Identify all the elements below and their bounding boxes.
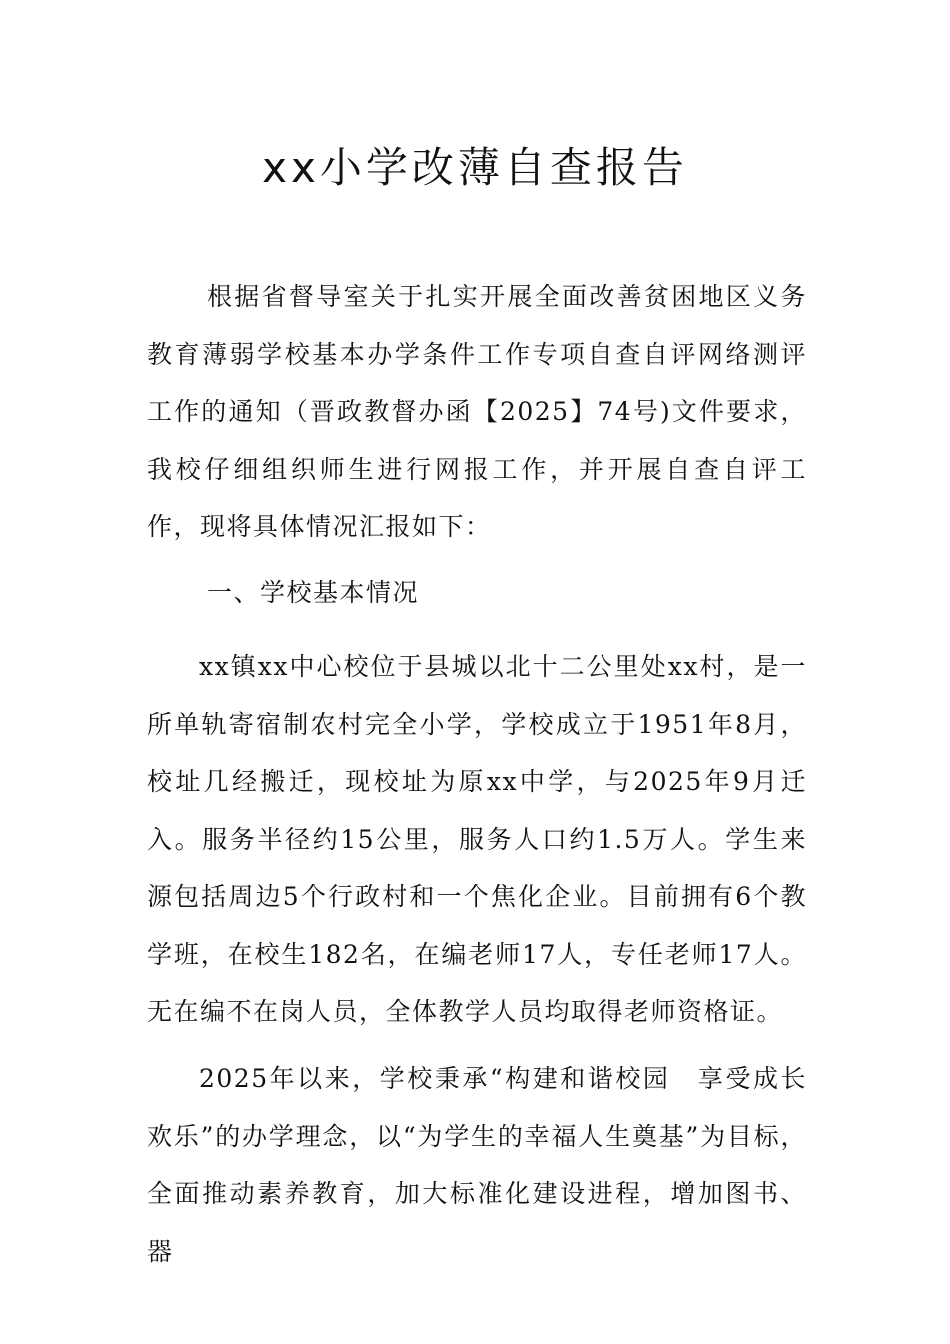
intro-paragraph: 根据省督导室关于扎实开展全面改善贫困地区义务教育薄弱学校基本办学条件工作专项自查自评网络测评工作的通知（晋政教督办函【2025】74号)文件要求，我校仔细组织师生进行网报工作，并开展自查自评工作，现将具体情况汇报如下：: [147, 282, 807, 541]
basic-info-paragraph: xx镇xx中心校位于县城以北十二公里处xx村，是一所单轨寄宿制农村完全小学，学校成立于1951年8月，校址几经搬迁，现校址为原xx中学，与2025年9月迁入。服务半径约15公里，服务人口约1.5万人。学生来源包括周边5个行政村和一个焦化企业。目前拥有6个教学班，在校生182名，在编老师17人，专任老师17人。无在编不在岗人员，全体教学人员均取得老师资格证。: [147, 652, 807, 1026]
document-title: xx小学改薄自查报告: [262, 143, 688, 192]
since-2025-paragraph: 2025年以来，学校秉承“构建和谐校园 享受成长欢乐”的办学理念，以“为学生的幸福人生奠基”为目标，全面推动素养教育，加大标准化建设进程，增加图书、器: [147, 1064, 807, 1266]
section-heading-basic-info: 一、学校基本情况: [207, 578, 420, 607]
